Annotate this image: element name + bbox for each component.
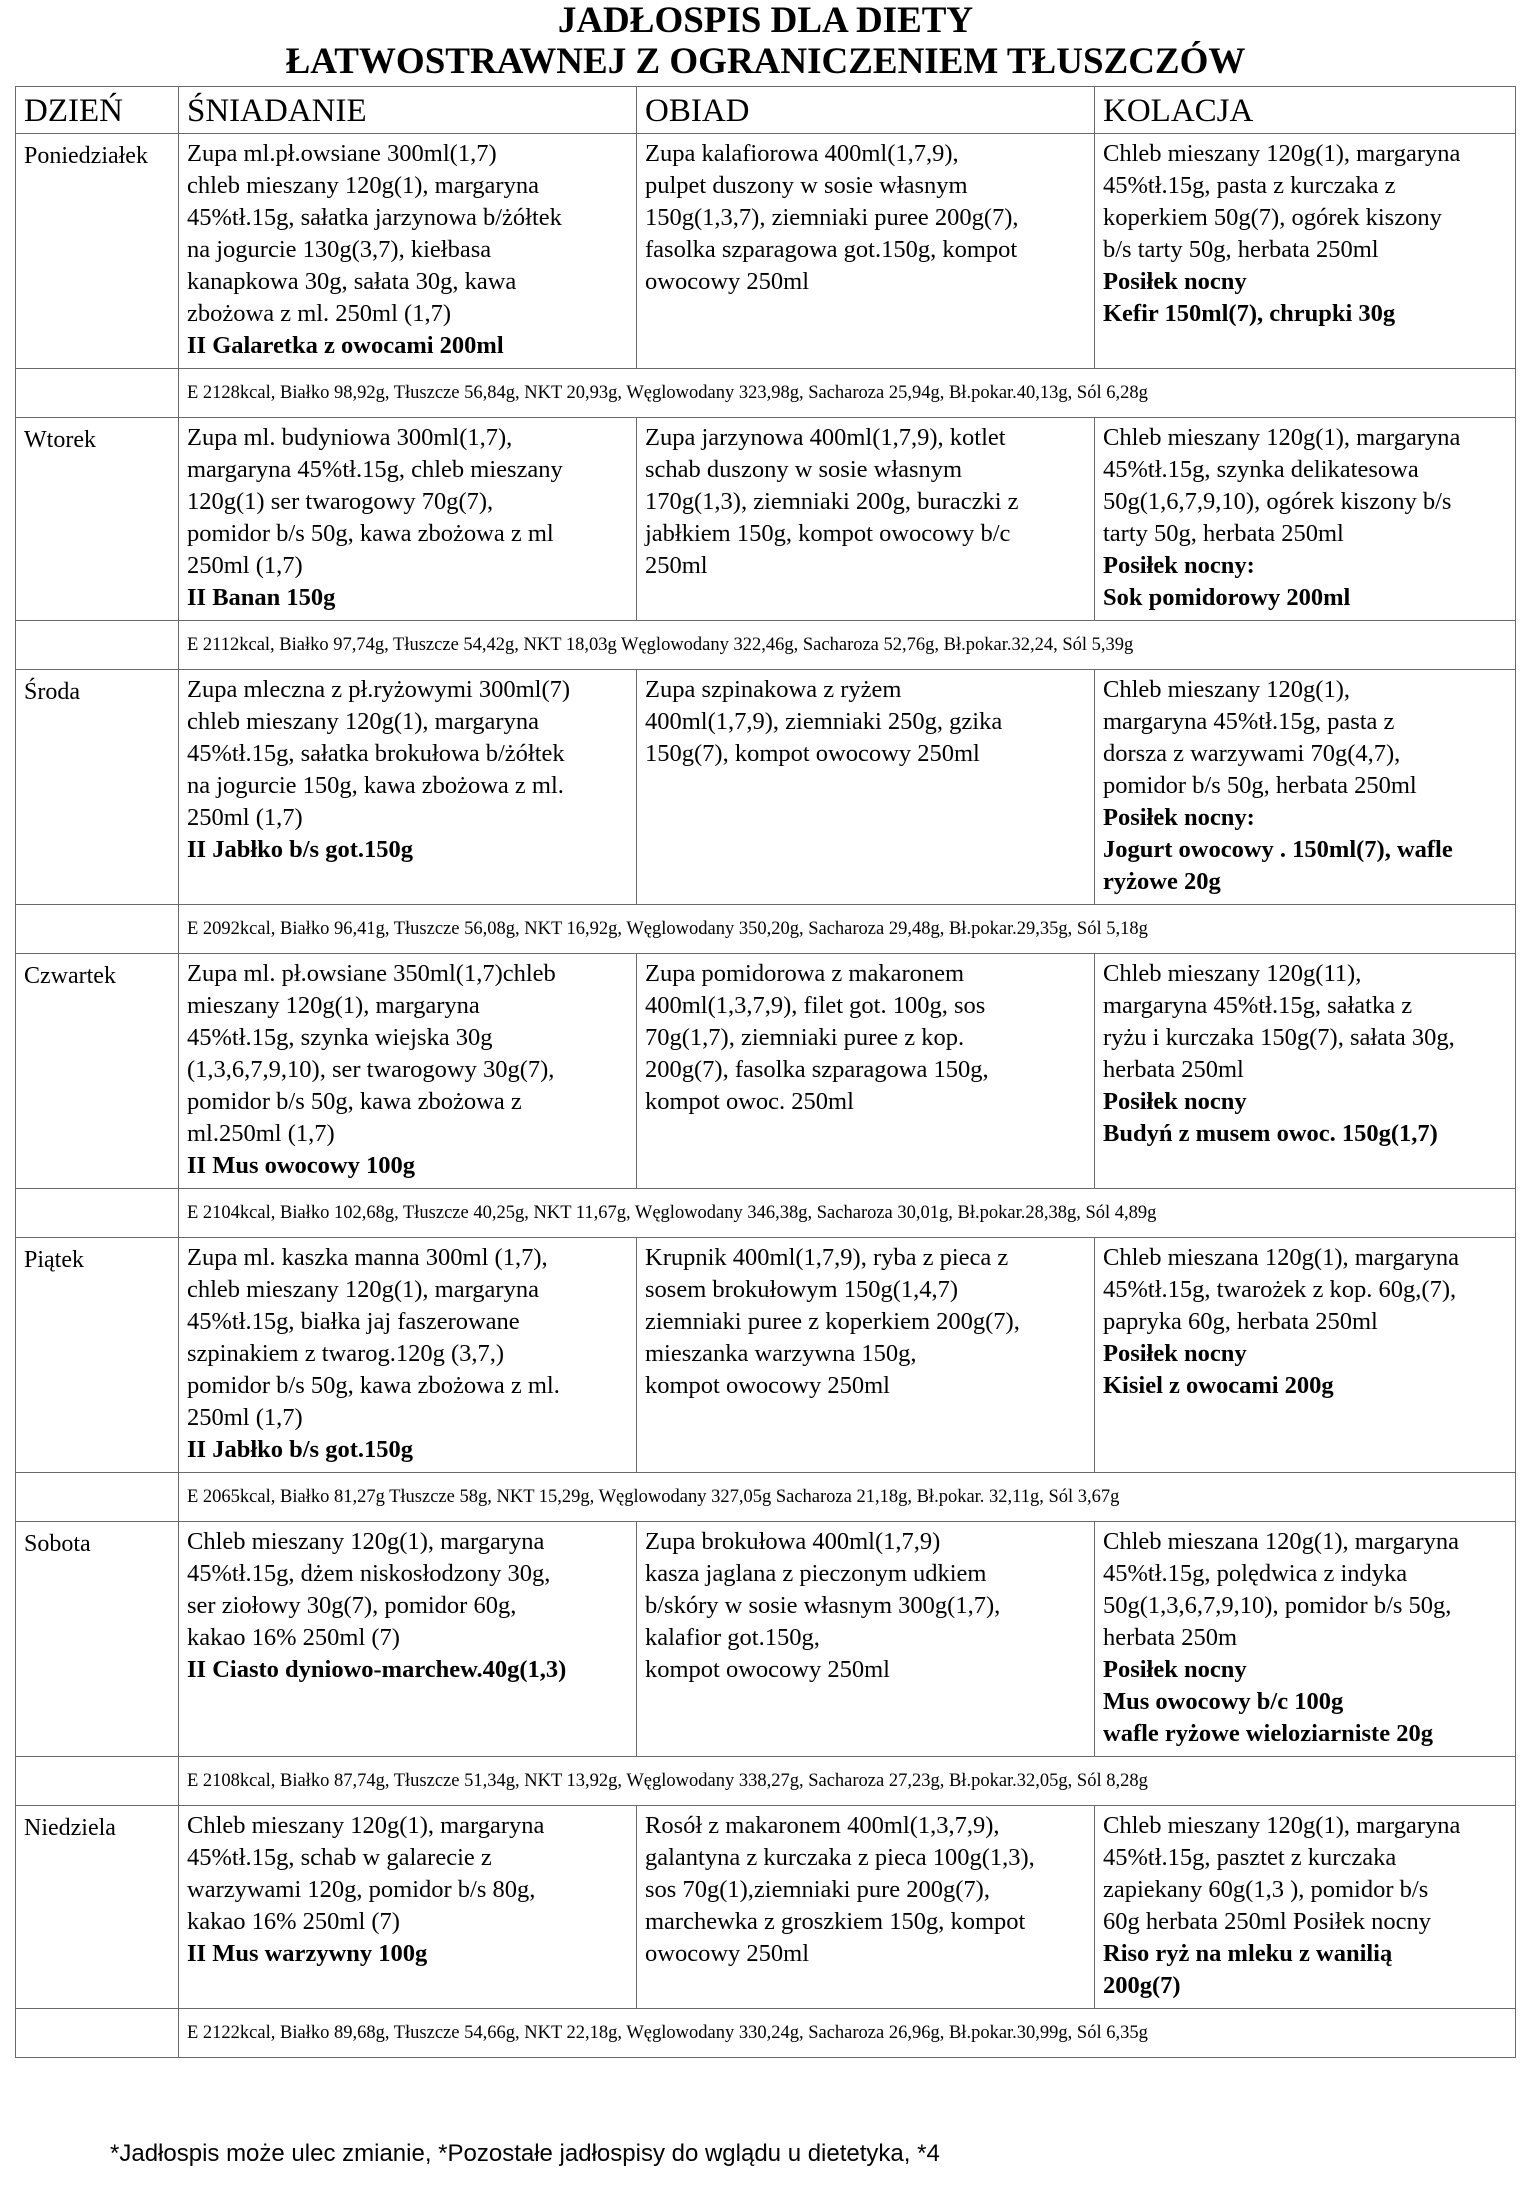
breakfast-line: Zupa ml.pł.owsiane 300ml(1,7) [187,140,497,167]
breakfast-cell [179,1806,637,2009]
breakfast-line: na jogurcie 150g, kawa zbożowa z ml. [187,772,564,799]
dinner-line: margaryna 45%tł.15g, pasta z [1103,708,1395,735]
breakfast-line: 250ml (1,7) [187,1404,303,1431]
dinner-line: Kefir 150ml(7), chrupki 30g [1103,300,1396,327]
dinner-line: 200g(7) [1103,1972,1181,1999]
lunch-line: fasolka szparagowa got.150g, kompot [645,236,1018,263]
breakfast-line: warzywami 120g, pomidor b/s 80g, [187,1876,536,1903]
dinner-line: Chleb mieszany 120g(1), margaryna [1103,1812,1461,1839]
lunch-line: mieszanka warzywna 150g, [645,1340,917,1367]
dinner-cell [1095,1806,1516,2009]
breakfast-cell [179,954,637,1189]
dinner-line: tarty 50g, herbata 250ml [1103,520,1344,547]
header-lunch: OBIAD [637,87,1095,134]
dinner-line: Posiłek nocny: [1103,552,1255,579]
dinner-line: b/s tarty 50g, herbata 250ml [1103,236,1379,263]
dinner-line: Budyń z musem owoc. 150g(1,7) [1103,1120,1438,1147]
dinner-cell [1095,1522,1516,1757]
dinner-line: Kisiel z owocami 200g [1103,1372,1334,1399]
nutrition-summary-row [16,1757,1516,1806]
dinner-line: Chleb mieszany 120g(1), margaryna [1103,140,1461,167]
day-row [16,418,1516,621]
day-name: Wtorek [16,418,179,621]
breakfast-line: kakao 16% 250ml (7) [187,1908,400,1935]
lunch-line: Zupa brokułowa 400ml(1,7,9) [645,1528,941,1555]
lunch-line: jabłkiem 150g, kompot owocowy b/c [645,520,1011,547]
breakfast-line: 250ml (1,7) [187,552,303,579]
lunch-cell [637,134,1095,369]
breakfast-line: II Jabłko b/s got.150g [187,1436,414,1463]
lunch-line: b/skóry w sosie własnym 300g(1,7), [645,1592,1001,1619]
header-day: DZIEŃ [16,87,179,134]
day-row [16,1238,1516,1473]
breakfast-cell [179,418,637,621]
day-name: Sobota [16,1522,179,1757]
breakfast-line: II Mus warzywny 100g [187,1940,428,1967]
nutrition-summary: E 2065kcal, Białko 81,27g Tłuszcze 58g, NKT 15,29g, Węglowodany 327,05g Sacharoza 21,18g, Bł.pokar. 32,11g, Sól 3,67g [179,1473,1516,1522]
lunch-cell [637,418,1095,621]
breakfast-line: chleb mieszany 120g(1), margaryna [187,708,539,735]
breakfast-line: 250ml (1,7) [187,804,303,831]
day-row [16,134,1516,369]
nutrition-summary-row [16,369,1516,418]
breakfast-line: 45%tł.15g, białka jaj faszerowane [187,1308,520,1335]
summary-blank-cell [16,905,179,954]
dinner-line: ryżowe 20g [1103,868,1221,895]
title-line-1: JADŁOSPIS DLA DIETY [557,0,974,41]
breakfast-line: margaryna 45%tł.15g, chleb mieszany [187,456,563,483]
dinner-line: Posiłek nocny [1103,1340,1247,1367]
lunch-line: kompot owocowy 250ml [645,1656,890,1683]
breakfast-line: (1,3,6,7,9,10), ser twarogowy 30g(7), [187,1056,555,1083]
lunch-line: galantyna z kurczaka z pieca 100g(1,3), [645,1844,1035,1871]
day-row [16,1522,1516,1757]
breakfast-line: II Galaretka z owocami 200ml [187,332,504,359]
day-name: Niedziela [16,1806,179,2009]
lunch-line: 150g(1,3,7), ziemniaki puree 200g(7), [645,204,1019,231]
nutrition-summary: E 2122kcal, Białko 89,68g, Tłuszcze 54,66g, NKT 22,18g, Węglowodany 330,24g, Sacharoza 26,96g, Bł.pokar.30,99g, Sól 6,35g [179,2009,1516,2058]
lunch-cell [637,670,1095,905]
lunch-line: owocowy 250ml [645,1940,809,1967]
lunch-line: pulpet duszony w sosie własnym [645,172,968,199]
summary-blank-cell [16,2009,179,2058]
dinner-line: koperkiem 50g(7), ogórek kiszony [1103,204,1442,231]
dinner-line: Chleb mieszana 120g(1), margaryna [1103,1528,1460,1555]
nutrition-summary: E 2128kcal, Białko 98,92g, Tłuszcze 56,84g, NKT 20,93g, Węglowodany 323,98g, Sacharoza 25,94g, Bł.pokar.40,13g, Sól 6,28g [179,369,1516,418]
dinner-line: 60g herbata 250ml Posiłek nocny [1103,1908,1431,1935]
breakfast-line: Zupa mleczna z pł.ryżowymi 300ml(7) [187,676,571,703]
breakfast-line: Zupa ml. budyniowa 300ml(1,7), [187,424,513,451]
dinner-cell [1095,418,1516,621]
footer-note: *Jadłospis może ulec zmianie, *Pozostałe jadłospisy do wglądu u dietetyka, *4 [110,2140,940,2167]
dinner-line: Posiłek nocny [1103,268,1247,295]
breakfast-line: 120g(1) ser twarogowy 70g(7), [187,488,494,515]
day-name: Piątek [16,1238,179,1473]
nutrition-summary-row [16,1473,1516,1522]
breakfast-line: Chleb mieszany 120g(1), margaryna [187,1528,545,1555]
dinner-line: Posiłek nocny [1103,1656,1247,1683]
summary-blank-cell [16,1473,179,1522]
day-row [16,670,1516,905]
dinner-line: Sok pomidorowy 200ml [1103,584,1351,611]
breakfast-line: Zupa ml. pł.owsiane 350ml(1,7)chleb [187,960,556,987]
dinner-line: wafle ryżowe wieloziarniste 20g [1103,1720,1433,1747]
dinner-line: margaryna 45%tł.15g, sałatka z [1103,992,1413,1019]
lunch-line: kompot owocowy 250ml [645,1372,890,1399]
dinner-line: Chleb mieszany 120g(1), margaryna [1103,424,1461,451]
dinner-cell [1095,1238,1516,1473]
dinner-line: Mus owocowy b/c 100g [1103,1688,1344,1715]
title-line-2: ŁATWOSTRAWNEJ Z OGRANICZENIEM TŁUSZCZÓW [285,41,1246,82]
lunch-line: sos 70g(1),ziemniaki pure 200g(7), [645,1876,990,1903]
lunch-line: 400ml(1,3,7,9), filet got. 100g, sos [645,992,986,1019]
breakfast-cell [179,1522,637,1757]
dinner-line: 45%tł.15g, pasta z kurczaka z [1103,172,1396,199]
lunch-line: kompot owoc. 250ml [645,1088,854,1115]
dinner-line: Posiłek nocny: [1103,804,1255,831]
dinner-line: herbata 250ml [1103,1056,1244,1083]
lunch-line: Zupa szpinakowa z ryżem [645,676,902,703]
dinner-line: pomidor b/s 50g, herbata 250ml [1103,772,1417,799]
breakfast-cell [179,134,637,369]
dinner-line: herbata 250m [1103,1624,1238,1651]
lunch-cell [637,1806,1095,2009]
dinner-line: dorsza z warzywami 70g(4,7), [1103,740,1401,767]
summary-blank-cell [16,1189,179,1238]
dinner-line: 50g(1,6,7,9,10), ogórek kiszony b/s [1103,488,1452,515]
lunch-line: schab duszony w sosie własnym [645,456,963,483]
lunch-cell [637,1522,1095,1757]
lunch-line: Zupa pomidorowa z makaronem [645,960,965,987]
lunch-line: 170g(1,3), ziemniaki 200g, buraczki z [645,488,1019,515]
day-name: Czwartek [16,954,179,1189]
lunch-line: kasza jaglana z pieczonym udkiem [645,1560,987,1587]
dinner-cell [1095,670,1516,905]
breakfast-line: II Mus owocowy 100g [187,1152,415,1179]
breakfast-line: 45%tł.15g, sałatka jarzynowa b/żółtek [187,204,562,231]
nutrition-summary: E 2112kcal, Białko 97,74g, Tłuszcze 54,42g, NKT 18,03g Węglowodany 322,46g, Sacharoza 52,76g, Bł.pokar.32,24, Sól 5,39g [179,621,1516,670]
breakfast-cell [179,670,637,905]
dinner-line: 50g(1,3,6,7,9,10), pomidor b/s 50g, [1103,1592,1452,1619]
dinner-cell [1095,954,1516,1189]
lunch-line: marchewka z groszkiem 150g, kompot [645,1908,1026,1935]
nutrition-summary-row [16,621,1516,670]
lunch-cell [637,1238,1095,1473]
lunch-line: Krupnik 400ml(1,7,9), ryba z pieca z [645,1244,1009,1271]
summary-blank-cell [16,621,179,670]
lunch-line: 400ml(1,7,9), ziemniaki 250g, gzika [645,708,1003,735]
header-dinner: KOLACJA [1095,87,1516,134]
nutrition-summary: E 2092kcal, Białko 96,41g, Tłuszcze 56,08g, NKT 16,92g, Węglowodany 350,20g, Sacharoza 29,48g, Bł.pokar.29,35g, Sól 5,18g [179,905,1516,954]
lunch-line: owocowy 250ml [645,268,809,295]
breakfast-line: kakao 16% 250ml (7) [187,1624,400,1651]
lunch-line: Zupa kalafiorowa 400ml(1,7,9), [645,140,959,167]
nutrition-summary-row [16,2009,1516,2058]
lunch-line: 150g(7), kompot owocowy 250ml [645,740,980,767]
dinner-line: 45%tł.15g, twarożek z kop. 60g,(7), [1103,1276,1457,1303]
breakfast-line: kanapkowa 30g, sałata 30g, kawa [187,268,517,295]
day-row [16,1806,1516,2009]
lunch-line: kalafior got.150g, [645,1624,820,1651]
lunch-line: Zupa jarzynowa 400ml(1,7,9), kotlet [645,424,1006,451]
breakfast-line: chleb mieszany 120g(1), margaryna [187,172,539,199]
dinner-line: zapiekany 60g(1,3 ), pomidor b/s [1103,1876,1429,1903]
lunch-line: Rosół z makaronem 400ml(1,3,7,9), [645,1812,1000,1839]
breakfast-line: 45%tł.15g, sałatka brokułowa b/żółtek [187,740,565,767]
nutrition-summary-row [16,1189,1516,1238]
breakfast-line: ser ziołowy 30g(7), pomidor 60g, [187,1592,517,1619]
nutrition-summary: E 2104kcal, Białko 102,68g, Tłuszcze 40,25g, NKT 11,67g, Węglowodany 346,38g, Sacharoza 30,01g, Bł.pokar.28,38g, Sól 4,89g [179,1189,1516,1238]
breakfast-line: II Ciasto dyniowo-marchew.40g(1,3) [187,1656,567,1683]
breakfast-line: Zupa ml. kaszka manna 300ml (1,7), [187,1244,548,1271]
breakfast-line: 45%tł.15g, dżem niskosłodzony 30g, [187,1560,551,1587]
day-name: Poniedziałek [16,134,179,369]
breakfast-line: pomidor b/s 50g, kawa zbożowa z ml. [187,1372,560,1399]
lunch-line: 250ml [645,552,708,579]
header-breakfast: ŚNIADANIE [179,87,637,134]
day-row [16,954,1516,1189]
dinner-line: Riso ryż na mleku z wanilią [1103,1940,1393,1967]
breakfast-line: 45%tł.15g, schab w galarecie z [187,1844,492,1871]
breakfast-line: zbożowa z ml. 250ml (1,7) [187,300,451,327]
breakfast-cell [179,1238,637,1473]
lunch-line: 70g(1,7), ziemniaki puree z kop. [645,1024,965,1051]
breakfast-line: szpinakiem z twarog.120g (3,7,) [187,1340,505,1367]
dinner-line: Chleb mieszany 120g(11), [1103,960,1362,987]
dinner-line: Chleb mieszana 120g(1), margaryna [1103,1244,1460,1271]
lunch-line: ziemniaki puree z koperkiem 200g(7), [645,1308,1020,1335]
breakfast-line: II Banan 150g [187,584,336,611]
lunch-line: sosem brokułowym 150g(1,4,7) [645,1276,959,1303]
dinner-line: 45%tł.15g, pasztet z kurczaka [1103,1844,1397,1871]
dinner-line: 45%tł.15g, polędwica z indyka [1103,1560,1408,1587]
breakfast-line: pomidor b/s 50g, kawa zbożowa z ml [187,520,554,547]
breakfast-line: chleb mieszany 120g(1), margaryna [187,1276,539,1303]
nutrition-summary-row [16,905,1516,954]
dinner-cell [1095,134,1516,369]
menu-table [15,86,1516,2058]
breakfast-line: mieszany 120g(1), margaryna [187,992,480,1019]
dinner-line: papryka 60g, herbata 250ml [1103,1308,1378,1335]
day-name: Środa [16,670,179,905]
breakfast-line: Chleb mieszany 120g(1), margaryna [187,1812,545,1839]
lunch-cell [637,954,1095,1189]
nutrition-summary: E 2108kcal, Białko 87,74g, Tłuszcze 51,34g, NKT 13,92g, Węglowodany 338,27g, Sacharoza 27,23g, Bł.pokar.32,05g, Sól 8,28g [179,1757,1516,1806]
dinner-line: ryżu i kurczaka 150g(7), sałata 30g, [1103,1024,1455,1051]
summary-blank-cell [16,369,179,418]
header-row [16,87,1516,134]
breakfast-line: ml.250ml (1,7) [187,1120,335,1147]
lunch-line: 200g(7), fasolka szparagowa 150g, [645,1056,989,1083]
dinner-line: Posiłek nocny [1103,1088,1247,1115]
dinner-line: Jogurt owocowy . 150ml(7), wafle [1103,836,1453,863]
breakfast-line: II Jabłko b/s got.150g [187,836,414,863]
dinner-line: Chleb mieszany 120g(1), [1103,676,1350,703]
breakfast-line: na jogurcie 130g(3,7), kiełbasa [187,236,492,263]
summary-blank-cell [16,1757,179,1806]
breakfast-line: 45%tł.15g, szynka wiejska 30g [187,1024,493,1051]
dinner-line: 45%tł.15g, szynka delikatesowa [1103,456,1419,483]
breakfast-line: pomidor b/s 50g, kawa zbożowa z [187,1088,522,1115]
